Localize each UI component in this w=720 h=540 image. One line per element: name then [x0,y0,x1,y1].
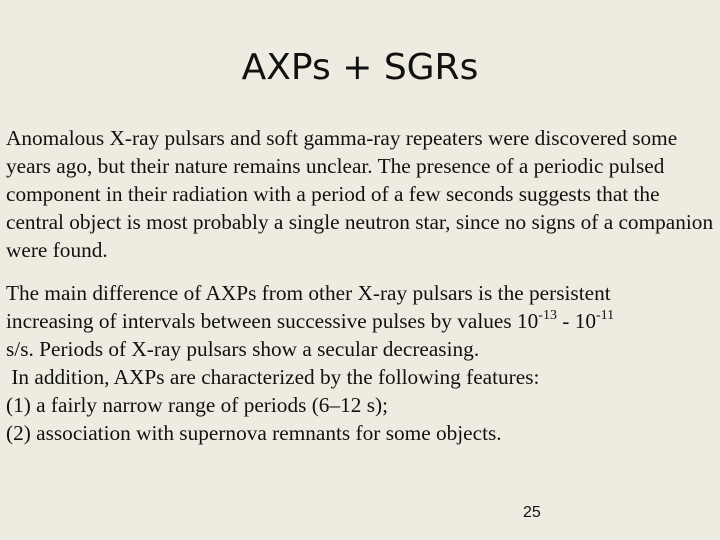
text-segment: increasing of intervals between successive pulses by values 10 [6,309,539,333]
paragraph-discovery: Anomalous X-ray pulsars and soft gamma-ray repeaters were discovered some years ago, but their nature remains unclear. The presence of a periodic pulsed component in their radiation with a period of a few seconds suggests that the central object is most probably a single neutron star, since no signs of a companion were found. [6,126,714,262]
page-number: 25 [523,504,541,521]
list-item: (1) a fairly narrow range of periods (6–12 s); [6,393,389,417]
text-segment: - 10 [556,309,596,333]
paragraph-differences [6,279,716,447]
exponent: -13 [538,307,557,323]
exponent: -11 [596,307,615,323]
text-line: In addition, AXPs are characterized by the following features: [6,365,540,389]
list-item: (2) association with supernova remnants for some objects. [6,421,502,445]
text-line: s/s. Periods of X-ray pulsars show a secular decreasing. [6,337,480,361]
slide-title: AXPs + SGRs [241,47,479,88]
text-line: The main difference of AXPs from other X-ray pulsars is the persistent [6,281,611,305]
text-line-with-exponents [6,307,716,335]
